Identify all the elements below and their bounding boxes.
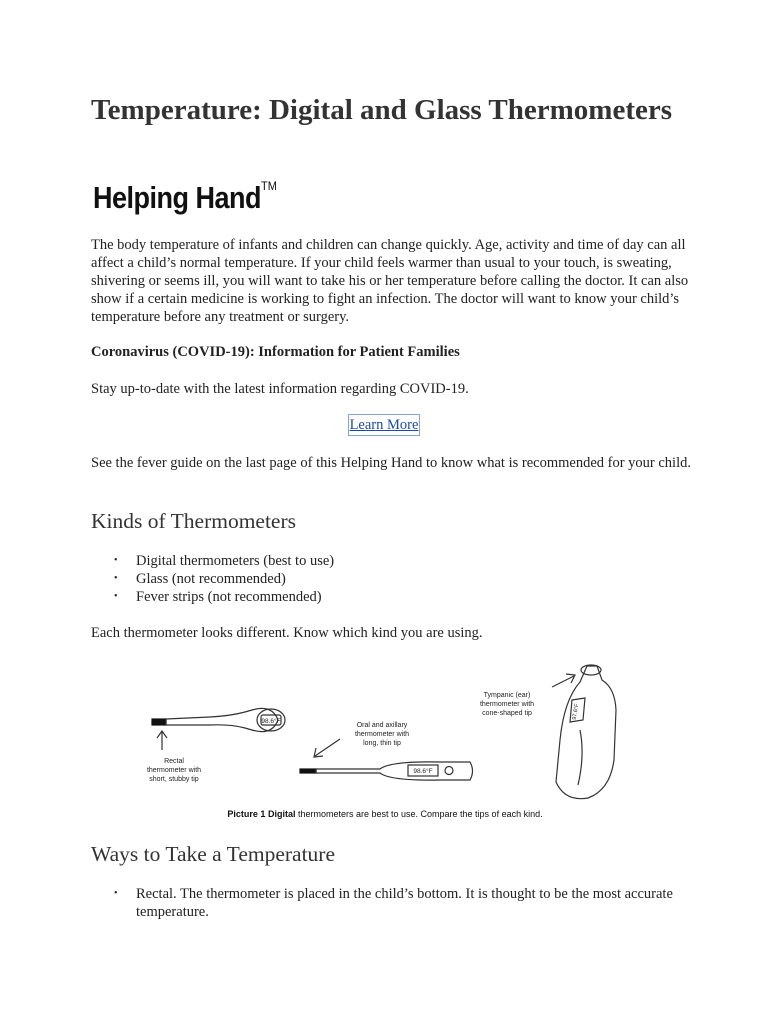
ear-display: 97.6°F <box>571 703 581 721</box>
learn-more-container <box>0 414 768 436</box>
ways-heading: Ways to Take a Temperature <box>91 842 336 866</box>
oral-thermometer-drawing <box>300 722 473 780</box>
rectal-display: 98.6°F <box>261 718 281 725</box>
oral-label-line1: Oral and axillary <box>356 722 408 729</box>
caption-rest: thermometers are best to use. Compare the tips of each kind. <box>295 809 543 819</box>
thermometer-illustration <box>140 660 630 830</box>
caption-bold: Picture 1 <box>227 809 266 819</box>
figure-caption <box>227 809 542 819</box>
list-item: • Rectal. The thermometer is placed in the child’s bottom. It is thought to be the most accurate temperature. <box>91 885 691 921</box>
page-title: Temperature: Digital and Glass Thermometers <box>91 94 673 126</box>
ear-thermometer-drawing <box>480 665 616 799</box>
thermometer-note: Each thermometer looks different. Know which kind you are using. <box>91 625 483 641</box>
tympanic-label-line2: thermometer with <box>479 701 535 708</box>
oral-display: 98.6°F <box>413 768 433 775</box>
kinds-list <box>91 552 691 606</box>
intro-paragraph: The body temperature of infants and children can change quickly. Age, activity and time of day can all affect a child’s normal temperature. If your child feels warmer than usual to your touch, is sweating, shivering or seems ill, you will want to take his or her temperature before calling the doctor. It can also show if a certain medicine is working to fight an infection. The doctor will want to know your child’s temperature before any treatment or surgery. <box>91 237 689 325</box>
tympanic-label-line1: Tympanic (ear) <box>483 692 531 699</box>
rectal-label-line1: Rectal <box>164 758 184 765</box>
covid-text: Stay up-to-date with the latest information regarding COVID-19. <box>91 381 469 397</box>
rectal-label-line2: thermometer with <box>146 767 202 774</box>
covid-heading: Coronavirus (COVID-19): Information for Patient Families <box>91 344 460 360</box>
kinds-heading: Kinds of Thermometers <box>91 509 297 533</box>
tympanic-label-line3: cone-shaped tip <box>482 710 532 717</box>
learn-more-link[interactable]: Learn More <box>348 414 421 436</box>
thermometer-figure <box>140 660 630 830</box>
oral-label-line3: long, thin tip <box>363 740 401 747</box>
logo-text: Helping Hand <box>93 181 261 215</box>
helping-hand-logo <box>93 181 277 216</box>
caption-digital: Digital <box>267 809 296 819</box>
rectal-label-line3: short, stubby tip <box>149 776 199 783</box>
fever-guide-paragraph: See the fever guide on the last page of this Helping Hand to know what is recommended for your child. <box>91 455 691 471</box>
oral-label-line2: thermometer with <box>354 731 410 738</box>
list-item: • Digital thermometers (best to use) <box>91 552 691 570</box>
list-item: • Glass (not recommended) <box>91 570 691 588</box>
rectal-thermometer-drawing <box>147 708 285 783</box>
logo-trademark: TM <box>261 179 277 194</box>
list-item: • Fever strips (not recommended) <box>91 588 691 606</box>
ways-list <box>91 885 691 921</box>
